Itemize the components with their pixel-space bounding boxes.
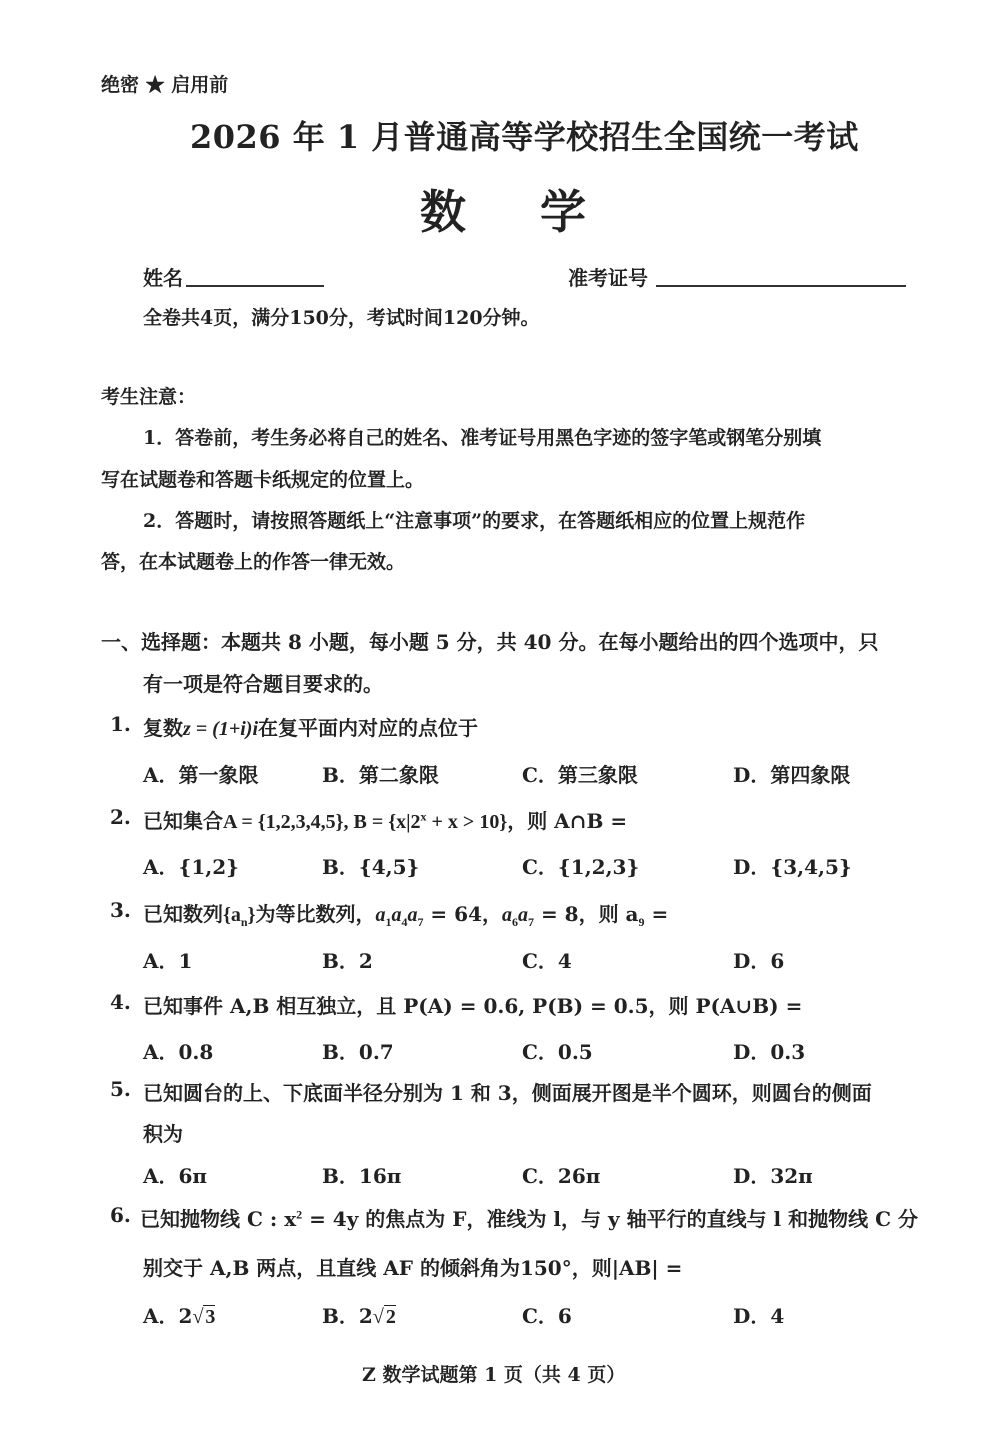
question-5-text-line-1: 已知圆台的上、下底面半径分别为 1 和 3，侧面展开图是半个圆环，则圆台的侧面	[143, 1081, 872, 1105]
question-1-option-a[interactable]: A．第一象限	[143, 763, 259, 787]
name-blank-line	[186, 285, 324, 287]
question-5-option-d[interactable]: D．32π	[733, 1164, 813, 1188]
question-6-option-b[interactable]: B．2√ 2	[322, 1304, 396, 1328]
confidential-label: 绝密 ★ 启用前	[101, 74, 229, 96]
question-4-option-a[interactable]: A．0.8	[143, 1040, 214, 1064]
notice-item-2-line-2: 答，在本试题卷上的作答一律无效。	[101, 551, 406, 573]
question-2-option-b[interactable]: B．{4,5}	[322, 855, 420, 879]
question-2-text: 已知集合A = {1,2,3,4,5}, $B = \{x|2^x + x > 10\}$，则 A∩B =	[143, 809, 628, 833]
question-5-option-c[interactable]: C．26π	[522, 1164, 601, 1188]
question-4-option-d[interactable]: D．0.3	[733, 1040, 806, 1064]
question-3-number: 3.	[110, 898, 131, 922]
question-5-option-a[interactable]: A．6π	[143, 1164, 208, 1188]
question-2-option-a[interactable]: A．{1,2}	[143, 855, 240, 879]
question-4-number: 4.	[110, 990, 131, 1014]
question-3-text: 已知数列$\{a_n\}$为等比数列，$a_1a_4a_7 = 64$，$a_6a_7 = 8$，则 $a_9$ =	[143, 902, 669, 929]
question-4-text: 已知事件 A,B 相互独立，且 P(A) = 0.6, P(B) = 0.5，则 P(A∪B) =	[143, 994, 803, 1018]
ticket-number-label: 准考证号	[568, 266, 648, 290]
notice-item-1-line-1: 1．答卷前，考生务必将自己的姓名、准考证号用黑色字迹的签字笔或钢笔分别填	[143, 427, 822, 449]
question-3-option-c[interactable]: C．4	[522, 949, 572, 973]
section-heading: 一、选择题：本题共 8 小题，每小题 5 分，共 40 分。在每小题给出的四个选项中，只	[101, 630, 879, 654]
question-4-option-c[interactable]: C．0.5	[522, 1040, 593, 1064]
name-label: 姓名	[143, 266, 183, 290]
question-5-number: 5.	[110, 1077, 131, 1101]
question-6-option-c[interactable]: C．6	[522, 1304, 572, 1328]
question-5-text-line-2: 积为	[143, 1122, 183, 1146]
exam-info: 全卷共4页，满分150分，考试时间120分钟。	[143, 307, 540, 329]
question-4-option-b[interactable]: B．0.7	[322, 1040, 394, 1064]
question-2-number: 2.	[110, 805, 131, 829]
question-2-option-d[interactable]: D．{3,4,5}	[733, 855, 852, 879]
question-6-text-line-1: 已知抛物线 C : $x^2 = 4y$ 的焦点为 F，准线为 l，与 y 轴平行的直线与 l 和抛物线 C 分	[140, 1207, 918, 1231]
question-1-option-c[interactable]: C．第三象限	[522, 763, 638, 787]
question-6-number: 6.	[110, 1203, 131, 1227]
question-1-text: 复数z = (1+i)i在复平面内对应的点位于	[143, 716, 479, 740]
question-6-option-d[interactable]: D．4	[733, 1304, 785, 1328]
question-1-number: 1.	[110, 712, 131, 736]
notice-item-1-line-2: 写在试题卷和答题卡纸规定的位置上。	[101, 469, 425, 491]
page-footer: Z 数学试题第 1 页（共 4 页）	[362, 1364, 626, 1386]
section-heading-continued: 有一项是符合题目要求的。	[143, 672, 383, 696]
question-3-option-a[interactable]: A．1	[143, 949, 193, 973]
ticket-number-blank-line	[656, 285, 906, 287]
notice-heading: 考生注意：	[101, 386, 197, 408]
question-2-option-c[interactable]: C．{1,2,3}	[522, 855, 640, 879]
notice-item-2-line-1: 2．答题时，请按照答题纸上“注意事项”的要求，在答题纸相应的位置上规范作	[143, 510, 806, 532]
exam-title: 2026 年 1 月普通高等学校招生全国统一考试	[190, 118, 859, 156]
question-6-text-line-2: 别交于 A,B 两点，且直线 AF 的倾斜角为150°，则|AB| =	[143, 1256, 683, 1280]
question-3-option-b[interactable]: B．2	[322, 949, 373, 973]
question-5-option-b[interactable]: B．16π	[322, 1164, 402, 1188]
question-6-option-a[interactable]: A．2√ 3	[143, 1304, 216, 1328]
question-3-option-d[interactable]: D．6	[733, 949, 785, 973]
question-1-option-b[interactable]: B．第二象限	[322, 763, 439, 787]
subject-title: 数学	[420, 185, 660, 239]
question-1-option-d[interactable]: D．第四象限	[733, 763, 851, 787]
